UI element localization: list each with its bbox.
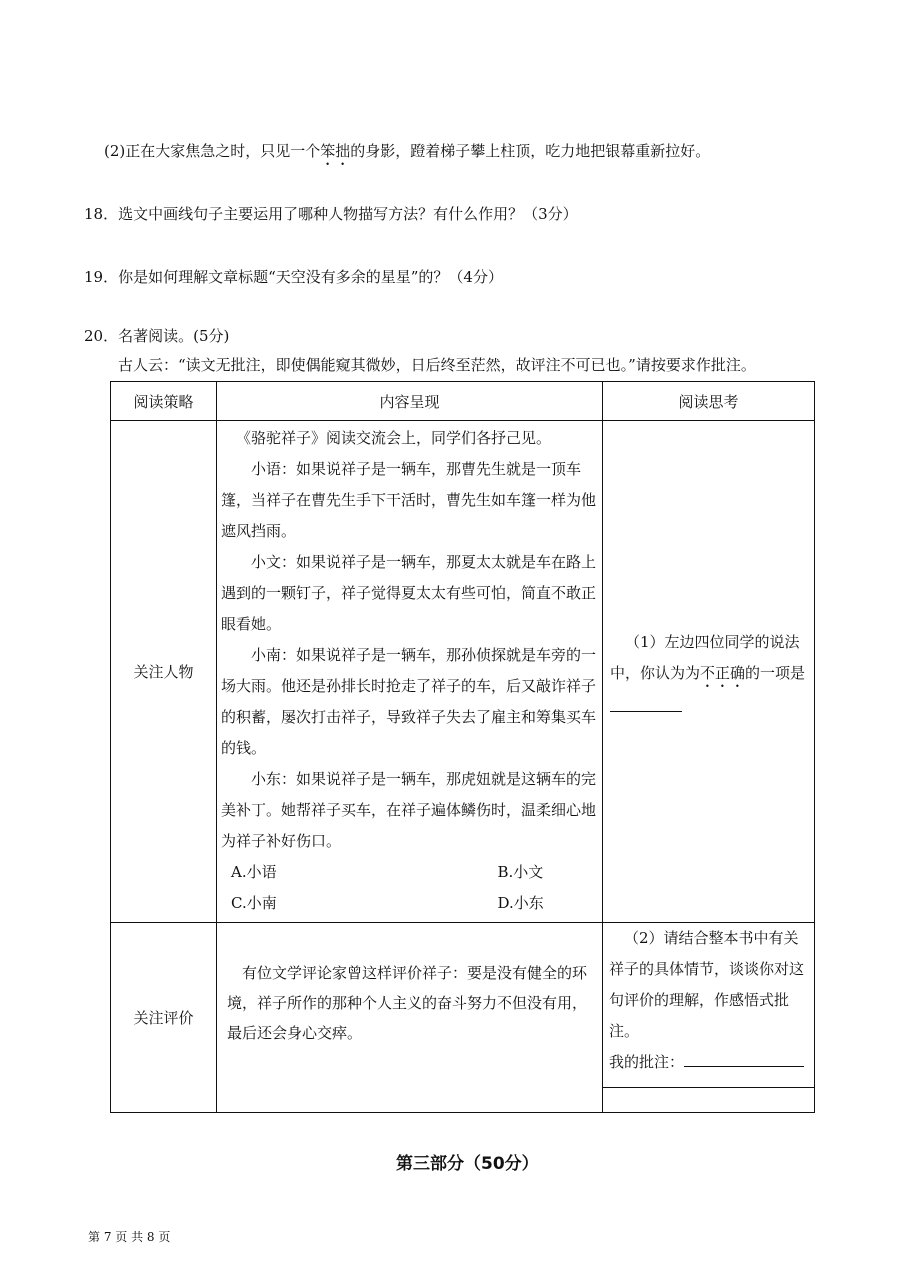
section-3-title: 第三部分（50分）	[396, 1154, 539, 1174]
thinking-1	[604, 627, 813, 691]
row2-strategy: 关注评价	[111, 923, 217, 1113]
option-c: C.小南	[231, 894, 277, 912]
annotation-blank[interactable]	[684, 1050, 804, 1067]
option-a: A.小语	[231, 863, 277, 881]
row2-content	[217, 923, 603, 1113]
header-thinking: 阅读思考	[603, 382, 815, 421]
question-18: 18．选文中画线句子主要运用了哪种人物描写方法？有什么作用？（3分）	[84, 205, 578, 223]
content-intro: 《骆驼祥子》阅读交流会上，同学们各抒己见。	[236, 429, 552, 447]
q17-item2	[104, 140, 710, 169]
annotation-line	[603, 1047, 814, 1077]
q17-item2-text-after: 的身影，蹬着梯子攀上柱顶，吃力地把银幕重新拉好。	[350, 142, 711, 160]
content-xiaodong: 小东：如果说祥子是一辆车，那虎妞就是这辆车的完美补丁。她帮祥子买车，在祥子遍体鳞伤时，温柔细心地为祥子补好伤口。	[221, 770, 597, 850]
options	[221, 857, 600, 919]
header-strategy: 阅读策略	[111, 382, 217, 421]
answer-blank-1[interactable]	[610, 693, 682, 712]
header-content: 内容呈现	[217, 382, 603, 421]
row2-thinking	[603, 923, 815, 1113]
reading-table	[110, 381, 815, 1113]
row2-content-text: 有位文学评论家曾这样评价祥子：要是没有健全的环境，祥子所作的那种个人主义的奋斗努力不但没有用，最后还会身心交瘁。	[227, 963, 588, 1042]
question-20-title: 20．名著阅读。(5分)	[84, 327, 230, 345]
content-xiaowen: 小文：如果说祥子是一辆车，那夏太太就是车在路上遇到的一颗钉子，祥子觉得夏太太有些可怕，简直不敢正眼看她。	[221, 553, 597, 633]
question-19: 19．你是如何理解文章标题“天空没有多余的星星”的？（4分）	[84, 268, 503, 286]
thinking-1-after: 的一项是	[745, 664, 806, 682]
content-xiaoyu: 小语：如果说祥子是一辆车，那曹先生就是一顶车篷，当祥子在曹先生手下干活时，曹先生如车篷一样为他遮风挡雨。	[221, 460, 597, 540]
content-xiaonan: 小南：如果说祥子是一辆车，那孙侦探就是车旁的一场大雨。他还是孙排长时抢走了祥子的车，后又敲诈祥子的积蓄，屡次打击祥子，导致祥子失去了雇主和筹集买车的钱。	[221, 646, 597, 757]
q17-item2-text-before: (2)正在大家焦急之时，只见一个	[104, 142, 321, 160]
page-footer: 第 7 页 共 8 页	[88, 1230, 171, 1244]
question-20-intro: 古人云：“读文无批注，即使偶能窥其微妙，日后终至茫然，故评注不可已也。”请按要求作批注。	[118, 356, 756, 374]
option-b: B.小文	[497, 863, 544, 881]
row1-strategy: 关注人物	[111, 421, 217, 923]
row1-thinking	[603, 421, 815, 923]
thinking-1-before: （1）左边四位同学的说法中，你认为为	[610, 633, 800, 682]
thinking-2: （2）请结合整本书中有关祥子的具体情节，谈谈你对这句评价的理解，作感悟式批注。	[609, 929, 805, 1040]
annotation-label: 我的批注：	[609, 1053, 685, 1071]
row1-content	[217, 421, 603, 923]
option-d: D.小东	[497, 894, 544, 912]
thinking-1-dotted: 不正确	[700, 664, 746, 682]
q17-item2-dotted-word: 笨拙	[320, 142, 351, 160]
annotation-blank-line-2[interactable]	[603, 1087, 814, 1088]
